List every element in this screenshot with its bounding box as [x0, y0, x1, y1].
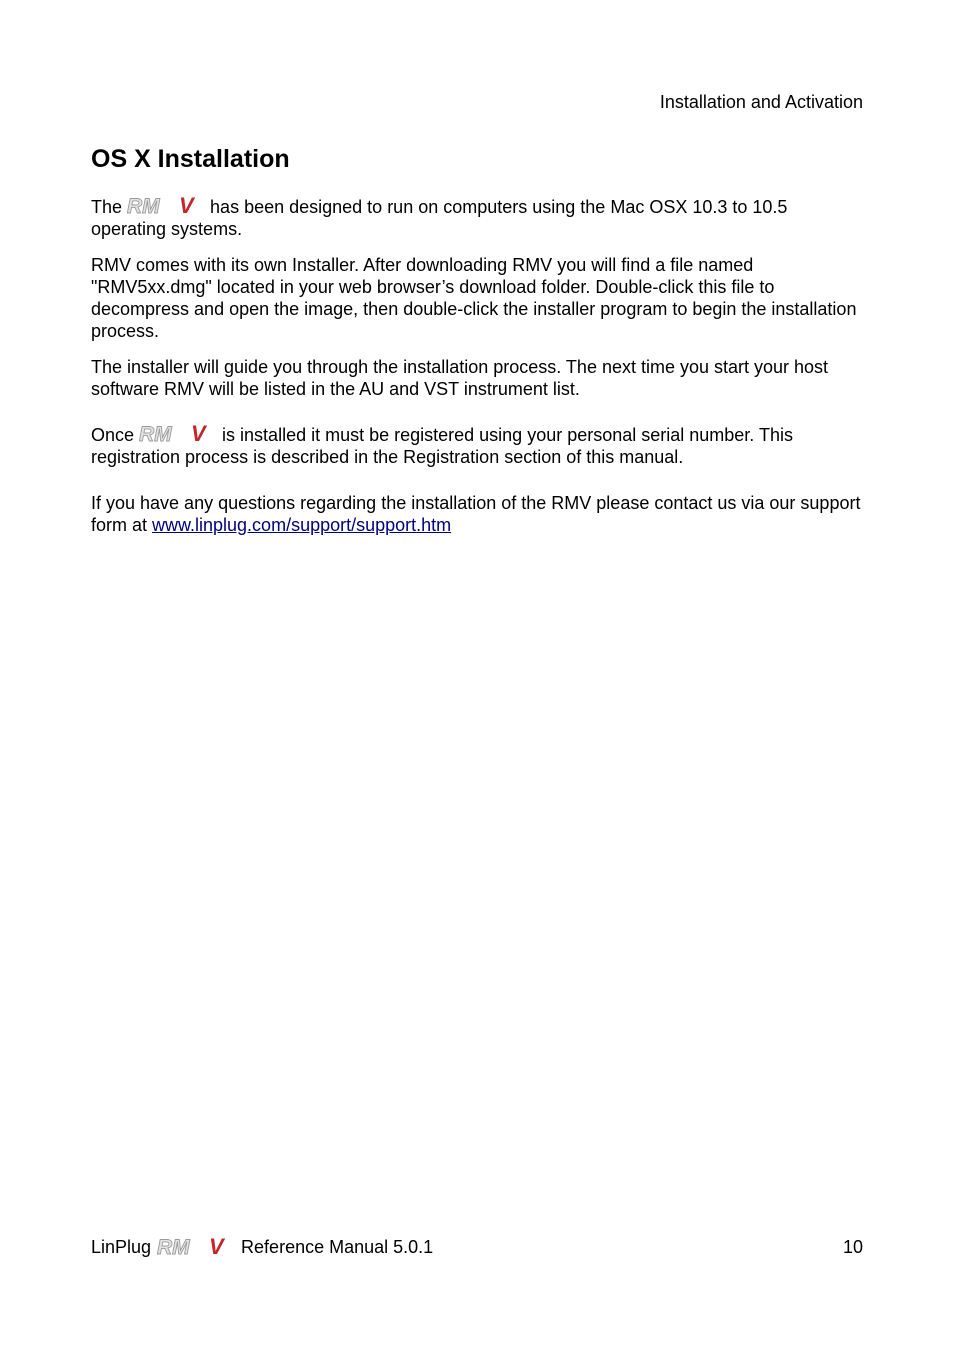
footer-left	[91, 1236, 433, 1258]
paragraph-guide: The installer will guide you through the installation process. The next time you start your host software RMV will be listed in the AU and VST instrument list.	[91, 357, 829, 399]
footer-manual-title: Reference Manual 5.0.1	[241, 1237, 434, 1257]
rmv-logo-v: V	[209, 1237, 224, 1257]
support-link[interactable]: www.linplug.com/support/support.htm	[152, 515, 452, 535]
paragraph-support: If you have any questions regarding the installation of the RMV please contact us via our support form at www.linplug.com/support/support.htm	[91, 493, 861, 535]
page-title: OS X Installation	[91, 145, 290, 173]
rmv-logo-icon	[157, 1237, 235, 1257]
page-footer	[91, 1236, 863, 1258]
page-number: 10	[842, 1237, 863, 1257]
paragraph-registration: Once RM V is installed it must be registered using your personal serial number. This registration process is described in the Registration section of this manual.	[91, 424, 866, 468]
section-header: Installation and Activation	[659, 92, 863, 112]
footer-brand: LinPlug	[91, 1237, 152, 1257]
rmv-logo-rm: RM	[139, 424, 172, 444]
rmv-logo-rm: RM	[127, 196, 160, 216]
rmv-logo-icon	[139, 424, 217, 444]
rmv-logo-icon	[127, 196, 205, 216]
paragraph-installer: RMV comes with its own Installer. After downloading RMV you will find a file named "RMV5xx.dmg" located in your web browser’s download folder. Double-click this file to decompress and open the image, then double-click the installer program to begin the installation process.	[91, 255, 857, 341]
rmv-logo-rm: RM	[157, 1237, 190, 1257]
rmv-logo-v: V	[179, 196, 194, 216]
paragraph-system-requirements: The RM V has been designed to run on computers using the Mac OSX 10.3 to 10.5 operating systems.	[91, 196, 866, 240]
page-content	[91, 144, 866, 550]
rmv-logo-v: V	[191, 424, 206, 444]
